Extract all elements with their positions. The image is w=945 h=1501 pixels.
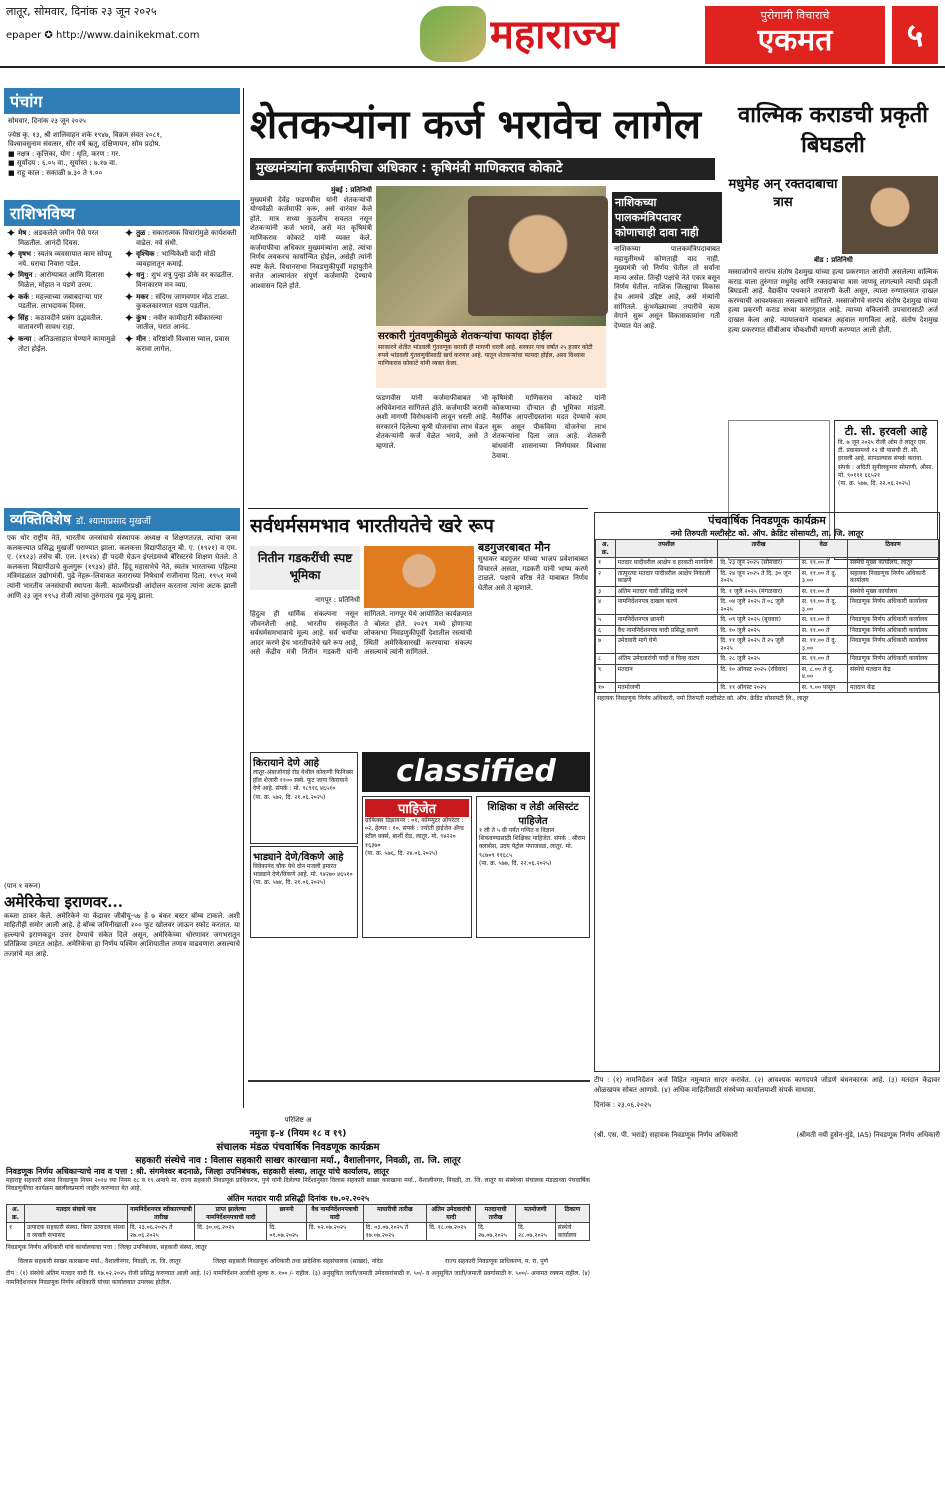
- table-cell: दि. ०३.०७.२०२५ ते १७.०७.२०२५: [363, 1223, 427, 1241]
- table-header: प्राप्त झालेल्या नामनिर्देशनपत्राची यादी: [195, 1205, 267, 1223]
- table-cell: स. ११.०० ते दु. ३.००: [799, 636, 847, 654]
- ad-ref: (पा. क्र. ५७४, दि. २१.०६.२०२५): [253, 879, 326, 887]
- nashik-box: [612, 192, 722, 492]
- walmik-body: मस्साजोगचे सरपंच संतोष देशमुख यांच्या हत्या प्रकरणात आरोपी असलेल्या वाल्मिक कराड याला तुरुंगात मधुमेह आणि रक्तदाबाचा त्रास जाणवू लागल्याने त्याची प्रकृती बिघडली आहे. वैद्यकीय पथकाने तपासणी केली असून, त्याला रुग्णालयात दाखल करण्याची आवश्यकता नसल्याचे सांगितले. मस्साजोगचे सरपंच संतोष देशमुख यांच्या हत्या प्रकरणी कराड सध्या कारागृहात आहे. त्याच्या वकिलांनी उपचारासाठी अर्ज दाखल केला आहे. न्यायालयाने याबाबत अहवाल मागविला आहे. संतोष देशमुख हत्या प्रकरणात सीबीआय चौकशीची मागणी करण्यात आली होती.: [728, 268, 938, 334]
- table-header: वेळ: [799, 540, 847, 558]
- rashi-desc: संदिग्ध जाणवणार मोठ टाळा. कुकलकारणात घडण पडतील.: [136, 292, 229, 311]
- table-cell: दि. २३.०६.२०२५ ते २७.०६.२०२५: [127, 1223, 194, 1241]
- rashi-text: मकर : संदिग्ध जाणवणार मोठ टाळा. कुकलकारणात घडण पडतील.: [136, 292, 229, 311]
- america-tag: (पान १ वरून): [4, 882, 41, 890]
- ad-title: पाहिजेत: [365, 799, 469, 817]
- sign-3: राज्य सहकारी निवडणूक प्राधिकरण, म. रा. पुणे: [445, 1258, 548, 1266]
- panchang-date: सोमवार, दिनांक २३ जून २०२५: [8, 117, 86, 125]
- table-cell: दि. २८.०७.२०२५: [516, 1223, 556, 1241]
- election-bottom-officer: निवडणूक निर्णय अधिकाऱ्याचे नाव व पत्ता : श्री. संगमेश्वर बदनाळे, जिल्हा उपनिबंधक, सहकारी संस्था, लातूर यांचे कार्यालय, लातूर: [6, 1166, 389, 1176]
- zodiac-icon: ✦: [6, 310, 17, 325]
- zodiac-icon: ✦: [124, 268, 135, 283]
- table-row: [596, 625, 939, 636]
- table-header: ठिकाण: [848, 540, 939, 558]
- rashi-text: वृश्चिक : भाग्यिकेशी वादी मोठी व्यवहारातून कमाई.: [136, 250, 216, 268]
- america-title: अमेरिकेचा इराणवर...: [4, 892, 123, 911]
- table-cell: दि. १८.०७.२०२५: [427, 1223, 476, 1241]
- table-header: ठिकाण: [555, 1205, 589, 1223]
- table-cell: स. ११.०० ते: [799, 558, 847, 569]
- table-row: [596, 664, 939, 682]
- rashi-item: [124, 289, 238, 312]
- table-cell: दि. २७.०७.२०२५: [476, 1223, 516, 1241]
- rashi-text: मीन : वरिष्ठांशी विश्वास घ्याल, प्रवास करावा लागेल.: [136, 334, 230, 353]
- table-cell: निवडणूक निर्णय अधिकारी कार्यालय: [848, 615, 939, 626]
- lost-tc-title: टी. सी. हरवली आहे: [844, 425, 928, 438]
- table-cell: दि. २३ जून २०२५ (सोमवार): [718, 558, 800, 569]
- election-right-society: नमो तिरुपती मल्टीस्टेट को. ऑप. क्रेडिट सोसायटी, ता. जि. लातूर: [670, 529, 864, 538]
- badgujar-body: सुधाकर बडगुजर यांच्या भाजप प्रवेशाबाबत विचारले असता, गडकरी यांनी भाष्य करणे टाळले. पक्षाचे वरिष्ठ नेते याबाबत निर्णय घेतील असे ते म्हणाले.: [478, 555, 588, 592]
- table-cell: ३: [596, 586, 616, 597]
- lost-tc-ref: (पा. क्र. ५७७, दि. २२.०६.२०२५): [838, 480, 911, 488]
- table-cell: उत्पादक सहकारी संस्था, बिगर उत्पादक संस्था व व्यक्ती सभासद: [24, 1223, 127, 1241]
- rashi-item: [124, 310, 238, 333]
- lead-body-1: मुख्यमंत्री देवेंद्र फडणवीस यांनी शेतकऱ्यांची योग्यवेळी कर्जमाफी करू, असे वारंवार केले होते. मात्र सध्या कुठलीच सवलत नसून शेतकऱ्यांनी कर्ज भरावे, असे मत कृषिमंत्री माणिकराव कोकाटे यांनी व्यक्त केले. कर्जमाफीचा अधिकार मुख्यमंत्र्यांना आहे. त्यांचा निर्णय लवकरच कार्यान्वित होईल, असेही त्यांनी स्पष्ट केले. विधानसभा निवडणुकीपूर्वी महायुतीने सत्तेत आल्यानंतर संपूर्ण कर्जमाफी देण्याचे आश्वासन दिले होते.: [250, 195, 372, 290]
- table-row: [596, 586, 939, 597]
- classified-ad-2: [250, 846, 358, 938]
- election-bottom-title: संचालक मंडळ पंचवार्षिक निवडणूक कार्यक्रम: [216, 1141, 380, 1153]
- rashi-text: सिंह : कठावदीने प्रसंग उद्भवतील. वातावरणी सावध राहा.: [18, 313, 103, 332]
- table-row: [596, 568, 939, 586]
- table-cell: ९: [596, 664, 616, 682]
- election-bottom-final-date: अंतिम मतदार यादी प्रसिद्धी दिनांक १७.०२.२०२५: [226, 1194, 370, 1203]
- table-cell: संस्थेचे मुख्य कार्यालय, लातूर: [848, 558, 939, 569]
- ad-body: ग्राफिक्स डिझायनर : ०१, कॉम्प्युटर ऑपरेटर : ०२, हेल्पर : १०. संपर्क : ज्योती हाईजेन ॲण्ड स्टील वर्क्स, बार्शी रोड, लातूर. मो. ९४२२० १६३७०: [365, 817, 464, 849]
- rashi-item: [124, 331, 238, 354]
- table-cell: दि. ३०.०६.२०२५: [195, 1223, 267, 1241]
- table-cell: सहायक निवडणूक निर्णय अधिकारी कार्यालय: [848, 568, 939, 586]
- zodiac-icon: ✦: [6, 226, 17, 240]
- rashi-name: मीन: [136, 334, 146, 343]
- rashi-name: सिंह: [18, 313, 29, 322]
- lead-headline: शेतकऱ्यांना कर्ज भरावेच लागेल: [250, 101, 701, 148]
- classified-banner: classified: [362, 752, 590, 792]
- table-cell: संस्थेचे मुख्य कार्यालय: [848, 586, 939, 597]
- table-cell: दि. ११ जुलै २०२५ ते २५ जुलै २०२५: [718, 636, 800, 654]
- minister-portrait: [468, 196, 608, 316]
- rashi-name: वृश्चिक: [136, 250, 155, 259]
- column-divider: [243, 88, 244, 1108]
- map-graphic: [420, 6, 486, 62]
- dateline: लातूर, सोमवार, दिनांक २३ जून २०२५: [6, 5, 157, 18]
- nashik-title: नाशिकच्या पालकमंत्रिपदावर कोणाचाही दावा नाही: [612, 192, 722, 243]
- election-bottom-society: सहकारी संस्थेचे नाव : विलास सहकारी साखर कारखाना मर्या., वैशालीनगर, निवळी, ता. जि. लातूर: [135, 1155, 461, 1166]
- zodiac-icon: ✦: [124, 310, 135, 325]
- table-cell: स. ९.०० पासून: [799, 682, 847, 693]
- masthead: [0, 0, 945, 68]
- table-cell: मतदार यादीवरील आक्षेप व हरकती मागविणे: [615, 558, 718, 569]
- table-row: [596, 682, 939, 693]
- vyakti-box: [4, 508, 240, 908]
- vyakti-subtitle: डॉ. श्यामाप्रसाद मुखर्जी: [75, 517, 151, 527]
- panchang-line: ■ राहू काल : सकाळी ७.३० ते ९.००: [8, 168, 103, 177]
- ad-ref: (पा. क्र. ५७६, दि. २४.०६.२०२५): [365, 849, 438, 857]
- accused-photo: [842, 176, 938, 254]
- table-header: अ. क्र.: [596, 540, 616, 558]
- ad-body: लातूर-अंबाजोगाई रोड येथील कोकणी फिनिक्स हॉल शेजारी ११०० स्क्वे. फूट जागा किरायाने देणे आहे. संपर्क : मो. ९८९१६ ४६५१०: [253, 769, 353, 793]
- rashi-item: [124, 226, 238, 248]
- rashi-text: वृषभ : स्वतंत्र व्यवसायात काम सोपवू नये. घराचा निवारा पडेल.: [18, 250, 112, 268]
- america-box: [4, 882, 240, 1112]
- rashi-item: [6, 289, 120, 312]
- rashi-name: मकर: [136, 292, 149, 301]
- table-cell: १: [596, 558, 616, 569]
- table-cell: दि. १० जुलै २०२५: [718, 625, 800, 636]
- table-cell: निवडणूक निर्णय अधिकारी कार्यालय: [848, 636, 939, 654]
- table-cell: दि. १० ऑगस्ट २०२५ (रविवार): [718, 664, 800, 682]
- table-cell: दि. ०२.०७.२०२५: [306, 1223, 363, 1241]
- rashi-desc: भाग्यिकेशी वादी मोठी व्यवहारातून कमाई.: [136, 250, 216, 268]
- vyakti-body: एक थोर राष्ट्रीय नेते, भारतीय जनसंघाचे संस्थापक अध्यक्ष व शिक्षणतज्ज्ञ. त्यांचा जन्म कलकत्त्यात प्रसिद्ध मुखर्जी घराण्यात झाला. कलकत्ता विद्यापीठातून बी. ए. (१९२१) व एम. ए. (१९२३) तसेच बी. एल. (१९२४) ही पदवी घेऊन इंग्लंडमध्ये बॅरिस्टरचे शिक्षण घेतले. ते कलकत्ता विद्यापीठाचे कुलगुरू (१९३४) होते. हिंदू महासभेचे नेते, स्वतंत्र भारताच्या पहिल्या मंत्रिमंडळात उद्योगमंत्री. पुढे नेहरू-लियाकत कराराच्या निषेधार्थ राजीनामा दिला. १९५१ मध्ये त्यांनी भारतीय जनसंघाची स्थापना केली. काश्मीरप्रश्नी आंदोलन करताना त्यांना अटक झाली आणि २३ जून १९५३ रोजी त्यांचा तुरुंगातच गूढ मृत्यू झाला.: [7, 534, 237, 600]
- table-header: माघारीची तारीख: [363, 1205, 427, 1223]
- brand-name: एकमत: [757, 23, 833, 58]
- zodiac-icon: ✦: [6, 289, 17, 304]
- divider: [248, 508, 588, 509]
- table-cell: संस्थेचे मतदान केंद्र: [848, 664, 939, 682]
- table-cell: निवडणूक निर्णय अधिकारी कार्यालय: [848, 654, 939, 665]
- table-cell: निवडणूक निर्णय अधिकारी कार्यालय: [848, 625, 939, 636]
- rashi-desc: आरोग्याबत आणि दिलासा मिळेल, मोहात न पडणे उत्तम.: [18, 271, 105, 289]
- table-cell: स. ८.०० ते दु. ४.००: [799, 664, 847, 682]
- classified-ad-4: [476, 796, 590, 938]
- lead-body-2: फडणवीस यांनी कर्जमाफीबाबत भी अधिवेशनात सांगितले होते. कर्जमाफी करावी अशी मागणी विरोधकांनी लावून धरली आहे. सरकारने दिलेल्या कृषी योजनांचा लाभ घेऊन शेतकऱ्यांनी कर्ज वेळेत भरावे, असे ते म्हणाले.: [376, 394, 488, 450]
- ad-title: किरायाने देणे आहे: [253, 758, 319, 769]
- table-cell: ६: [596, 625, 616, 636]
- rashi-name: मेष: [18, 229, 27, 237]
- table-cell: स. ११.०० ते: [799, 654, 847, 665]
- table-cell: २: [596, 568, 616, 586]
- table-row: [7, 1223, 590, 1241]
- epaper-link[interactable]: epaper ✪ http://www.dainikekmat.com: [6, 30, 200, 41]
- table-cell: दि. २४ जून २०२५ ते दि. ३० जून २०२५: [718, 568, 800, 586]
- table-cell: दि. ०४ जुलै २०२५ ते ०८ जुलै २०२५: [718, 597, 800, 615]
- rashi-desc: नवीन कामीदारी स्वीकारल्या जातील, घरात आनंद.: [136, 313, 223, 332]
- gadkari-side-title: नितीन गडकरींची स्पष्ट भूमिका: [250, 546, 360, 590]
- rashi-name: कुंभ: [136, 313, 147, 322]
- rashi-text: कर्क : महत्त्वाच्या जबाबदार्‍या पार पडतील. लाभदायक दिवस.: [18, 292, 103, 311]
- walmik-sub: मधुमेह अन् रक्तदाबाचा त्रास: [728, 177, 838, 210]
- table-cell: ७: [596, 636, 616, 654]
- rashi-item: [6, 331, 120, 354]
- table-cell: दि. ११ ऑगस्ट २०२५: [718, 682, 800, 693]
- rashi-item: [124, 247, 238, 269]
- table-row: [596, 636, 939, 654]
- badgujar-title: बडगुजरबाबत मौन: [478, 541, 551, 554]
- table-cell: मतमोजणी: [615, 682, 718, 693]
- election-bottom-office: निवडणूक निर्णय अधिकारी यांचे कार्यालयाचा पत्ता : जिल्हा उपनिबंधक, सहकारी संस्था, लातूर: [6, 1244, 207, 1251]
- panchang-line: ज्येष्ठ कृ. १३, श्री शालिवाहन शके १९४७, विक्रम संवत २०८१,: [8, 130, 163, 139]
- rashi-name: कर्क: [18, 292, 29, 301]
- table-cell: उमेदवारी मागे घेणे: [615, 636, 718, 654]
- table-row: [596, 597, 939, 615]
- panchang-line: विश्वावसुनाम संवत्सर, सौर वर्षे ऋतू, दक्षिणायन, सोम प्रदोष.: [8, 140, 161, 149]
- table-header: अ. क्र.: [7, 1205, 25, 1223]
- election-right-box: [594, 512, 940, 1072]
- election-bottom-intro: महाराष्ट्र सहकारी संस्था निवडणूक नियम २०१४ च्या नियम १८ व १९ अन्वये मा. राज्य सहकारी निवडणूक प्राधिकरण, पुणे यांनी दिलेल्या निर्देशानुसार विलास सहकारी साखर कारखाना मर्या., वैशालीनगर, निवळी, ता. जि. लातूर या संस्थेच्या संचालक मंडळाच्या पंचवार्षिक निवडणुकीचा कार्यक्रम खालीलप्रमाणे जाहीर करण्यात येत आहे.: [6, 1176, 590, 1192]
- table-cell: मतदान: [615, 664, 718, 682]
- table-cell: मतदान केंद्र: [848, 682, 939, 693]
- rashi-text: तुळ : सकारात्मक विचारांमुळे कार्यशक्ती वाढेल. नवे संधी.: [136, 229, 237, 247]
- zodiac-icon: ✦: [6, 331, 17, 346]
- table-cell: ५: [596, 615, 616, 626]
- zodiac-icon: ✦: [124, 226, 135, 240]
- rashi-desc: वरिष्ठांशी विश्वास घ्याल, प्रवास करावा लागेल.: [136, 334, 230, 353]
- table-header: छाननी: [267, 1205, 307, 1223]
- table-cell: दि. २८ जुलै २०२५: [718, 654, 800, 665]
- rashi-desc: कठावदीने प्रसंग उद्भवतील. वातावरणी सावध राहा.: [18, 313, 103, 332]
- ad-title: शिक्षिका व लेडी असिस्टंट पाहिजेत: [487, 802, 579, 827]
- table-row: [596, 615, 939, 626]
- rashi-item: [6, 268, 120, 290]
- lead-body-3: कृषिमंत्री माणिकराव कोकाटे यांनी कोकणाच्या दौऱ्यात ही भूमिका मांडली. नैसर्गिक आपत्तीग्रस्तांना मदत देण्याचे काम सुरू असून पीकविमा योजनेचा लाभ शेतकऱ्यांना दिला जात आहे. शेतकरी बांधवांनी शासनाच्या निर्णयावर विश्वास ठेवावा.: [492, 394, 606, 460]
- panchang-line: ■ नक्षत्र : कृत्तिका, योग : धृति, करण : गर.: [8, 149, 121, 158]
- sarvadharma-headline: सर्वधर्मसमभाव भारतीयतेचे खरे रूप: [250, 515, 494, 537]
- election-bottom-note: टीप : (१) संस्थेचे अंतिम मतदार यादी दि. १७.०२.२०२५ रोजी प्रसिद्ध करण्यात आली आहे. (२) नामनिर्देशन अर्जाची शुल्क रु. १०० /- राहील. (३) अनुसूचित जाती/जमाती उमेदवारांसाठी रु. ५०/- व अनुसूचित जाती/जमाती प्रवर्गासाठी रु. ५००/- अनामत रक्कम राहील. (४) नामनिर्देशनपत्र निवडणूक निर्णय अधिकारी यांच्या कार्यालयात उपलब्ध होतील.: [6, 1270, 590, 1286]
- ad-body: १ ली ते ५ वी पर्यंत गणित व विज्ञान शिकवण्यासाठी शिक्षिका पाहिजेत. संपर्क : श्रीराम क्लासेस, उदय पेट्रोल पंपाजवळ, लातूर. मो. ९८७०९ ११६८५: [479, 827, 586, 859]
- rashi-desc: शुभ शत्रु पुन्हा डोके वर काढतील. विनाकारण मन व्यग्र.: [136, 271, 234, 289]
- rashi-item: [124, 268, 238, 290]
- classified-ad-1: [250, 752, 358, 844]
- gadkari-photo: [364, 546, 474, 608]
- table-cell: दि. ०९ जुलै २०२५ (बुधवार): [718, 615, 800, 626]
- lost-tc-body: दि. ७ जून २०२५ रोजी ओम ते लातूर एस. टी. प्रवासामध्ये १२ वी पासची टी. सी. हरवली आहे. सापडल्यास संपर्क करावा. संपर्क : अदिती सुनीलकुमार सोमाणी, औसा. मो. ९०१११ ६६५२१: [838, 439, 934, 479]
- rashi-name: वृषभ: [18, 250, 31, 259]
- table-cell: स. ११.०० ते: [799, 615, 847, 626]
- table-cell: ८: [596, 654, 616, 665]
- sign-right: (श्रीमती नयी हुसेन-मुंडे, IAS) निवडणूक निर्णय अधिकारी: [796, 1130, 940, 1139]
- right-bottom-note: टीप : (१) नामनिर्देशन अर्ज विहित नमुन्यात सादर करावेत. (२) आवश्यक कागदपत्रे जोडणे बंधनकारक आहे. (३) मतदान केंद्रावर ओळखपत्र सोबत आणावे. (४) अधिक माहितीसाठी संस्थेच्या कार्यालयाशी संपर्क साधावा.: [594, 1076, 940, 1094]
- lead-dateline: मुंबई : प्रतिनिधी: [331, 186, 372, 194]
- table-cell: स. ११.०० ते: [799, 625, 847, 636]
- table-cell: अंतिम उमेदवारांची यादी व चिन्ह वाटप: [615, 654, 718, 665]
- spacer: [248, 1080, 590, 1082]
- lead-column-1: [250, 186, 372, 476]
- table-cell: नामनिर्देशनपत्र दाखल करणे: [615, 597, 718, 615]
- table-cell: नामनिर्देशनपत्र छाननी: [615, 615, 718, 626]
- rashi-item: [6, 247, 120, 269]
- rashi-text: कुंभ : नवीन कामीदारी स्वीकारल्या जातील, घरात आनंद.: [136, 313, 223, 332]
- right-bottom-box: [594, 1076, 940, 1406]
- page-number: ५: [892, 6, 938, 64]
- rashi-name: मिथुन: [18, 271, 33, 280]
- rashi-box: [4, 200, 240, 506]
- table-header: अंतिम उमेदवारांची यादी: [427, 1205, 476, 1223]
- lead-subhead: मुख्यमंत्र्यांना कर्जमाफीचा अधिकार : कृषिमंत्री माणिकराव कोकाटे: [250, 158, 715, 180]
- rashi-desc: अतिउत्साहात घेण्याने कामामुळे तोटा होईल.: [18, 334, 116, 353]
- table-cell: अंतिम मतदार यादी प्रसिद्ध करणे: [615, 586, 718, 597]
- america-body: कब्जा ठाकर केले. अमेरिकेने या केंद्रावर जीबीयू-५७ हे ७ बंकर बस्टर बॉम्ब टाकले. अशी माहितीही समोर आली आहे. हे बॉम्ब जमिनीखाली २०० फूट खोलवर जाऊन स्फोट करतात. या हल्ल्याचे इराणकडून उत्तर देण्याचे संकेत दिले असून, अमेरिकेच्या धोरणावर जगभरातून प्रतिक्रिया उमटत आहेत. अमेरिकेचा हा निर्णय पश्चिम आशियातील तणाव वाढवणारा असल्याचे तज्ज्ञांचे मत आहे.: [4, 911, 240, 958]
- brand-logo: [705, 6, 885, 64]
- rashi-item: [6, 226, 120, 248]
- panchang-line: ■ सूर्योदय : ६.०५ वा., सूर्यास्त : ७.१७ वा.: [8, 159, 118, 168]
- ad-title: भाड्याने देणे/विकणे आहे: [253, 852, 344, 863]
- election-bottom-table: [6, 1204, 590, 1241]
- election-bottom-tag: परिशिष्ट अ: [284, 1116, 312, 1124]
- ad-ref: (पा. क्र. ५७२, दि. २१.०६.२०२५): [253, 793, 326, 801]
- caption-title: सरकारी गुंतवणुकीमुळे शेतकऱ्यांचा फायदा होईल: [378, 331, 552, 342]
- table-cell: दि. १ जुलै २०२५ (मंगळवार): [718, 586, 800, 597]
- election-right-table: [595, 539, 939, 693]
- sign-2: जिल्हा सहकारी निवडणूक अधिकारी तथा प्रादेशिक सहसंचालक (साखर), नांदेड: [213, 1258, 383, 1266]
- vyakti-header: [4, 508, 240, 531]
- table-cell: ४: [596, 597, 616, 615]
- table-header: मतदानाची तारीख: [476, 1205, 516, 1223]
- table-cell: दि. ०१.०७.२०२५: [267, 1223, 307, 1241]
- rashi-name: कन्या: [18, 334, 32, 343]
- table-cell: वैध नामनिर्देशनपत्र यादी प्रसिद्ध करणे: [615, 625, 718, 636]
- sign-left: (श्री. एस. पी. भराडे) सहायक निवडणूक निर्णय अधिकारी: [594, 1130, 738, 1139]
- table-header: तारीख: [718, 540, 800, 558]
- table-header: मतदार संघाचे नाव: [24, 1205, 127, 1223]
- table-cell: संस्थेचे कार्यालय: [555, 1223, 589, 1241]
- table-header: मतमोजणी: [516, 1205, 556, 1223]
- rashi-text: कन्या : अतिउत्साहात घेण्याने कामामुळे तोटा होईल.: [18, 334, 116, 353]
- zodiac-icon: ✦: [6, 247, 17, 262]
- rashi-item: [6, 310, 120, 333]
- table-cell: १: [7, 1223, 25, 1241]
- classified-ad-3: [362, 796, 472, 938]
- table-cell: स. ११.०० ते दु. ३.००: [799, 597, 847, 615]
- rashi-name: तुळ: [136, 229, 146, 237]
- table-cell: स. ११.०० ते दु. ३.००: [799, 568, 847, 586]
- sarvadharma-dateline: नागपूर : प्रतिनिधी: [315, 596, 360, 604]
- table-cell: स. ११.०० ते: [799, 586, 847, 597]
- election-bottom-box: [6, 1116, 590, 1486]
- table-row: [596, 654, 939, 665]
- zodiac-icon: ✦: [124, 331, 135, 346]
- caption-body: सरकारने शेतीत भांडवली गुंतवणूक करावी ही मागणी धरली आहे. सरकार पाच वर्षांत २५ हजार कोटी रुपये भांडवली गुंतवणुकीसाठी खर्च करणार आहे. यातून शेतकऱ्यांचा फायदा होईल, असा विश्वास माणिकराव कोकाटे यांनी व्यक्त केला.: [378, 344, 593, 368]
- rashi-desc: स्वतंत्र व्यवसायात काम सोपवू नये. घराचा निवारा पडेल.: [18, 250, 112, 268]
- walmik-headline: वाल्मिक कराडची प्रकृती बिघडली: [737, 102, 929, 158]
- vyakti-title: व्यक्तिविशेष: [10, 512, 72, 528]
- table-header: तपशील: [615, 540, 718, 558]
- tagline: पुरोगामी विचाराचे: [760, 9, 830, 22]
- rashi-desc: महत्त्वाच्या जबाबदार्‍या पार पडतील. लाभदायक दिवस.: [18, 292, 103, 311]
- caption-box: [376, 326, 606, 388]
- table-header: वैध नामनिर्देशनपत्राची यादी: [306, 1205, 363, 1223]
- panchang-title: पंचांग: [4, 88, 240, 114]
- rashi-text: धनु : शुभ शत्रु पुन्हा डोके वर काढतील. विनाकारण मन व्यग्र.: [136, 271, 234, 289]
- walmik-dateline: बीड : प्रतिनिधी: [814, 256, 853, 264]
- election-right-title: पंचवार्षिक निवडणूक कार्यक्रम: [708, 514, 826, 527]
- zodiac-icon: ✦: [124, 289, 135, 304]
- election-right-footer: सहायक निवडणूक निर्णय अधिकारी, नमो तिरुपती मल्टीस्टेट को. ऑप. क्रेडिट सोसायटी लि., लातूर: [597, 695, 809, 702]
- right-bottom-date: दिनांक : २३.०६.२०२५: [594, 1101, 651, 1110]
- table-row: [596, 558, 939, 569]
- rashi-title: राशिभविष्य: [4, 200, 240, 226]
- sign-1: विलास सहकारी साखर कारखाना मर्या., वैशालीनगर, निवळी, ता. जि. लातूर: [18, 1258, 181, 1266]
- zodiac-icon: ✦: [124, 247, 135, 262]
- rashi-grid: [4, 226, 240, 357]
- section-title: महाराज्य: [490, 11, 619, 58]
- rashi-text: मेष : अडकलेले जमीन पैसे परत मिळतील. आनंदी दिवस.: [18, 229, 99, 247]
- table-cell: निवडणूक निर्णय अधिकारी कार्यालय: [848, 597, 939, 615]
- rashi-name: धनु: [136, 271, 145, 280]
- election-bottom-form: नमुना इ–४ (नियम १८ व १९): [249, 1128, 347, 1139]
- nashik-body: नाशिकच्या पालकमंत्रिपदाबाबत महायुतीमध्ये कोणताही वाद नाही. मुख्यमंत्री जो निर्णय घेतील तो सर्वांना मान्य असेल. तिन्ही पक्षांचे नेते एकत्र बसून निर्णय घेतील. नाशिक जिल्ह्याचा विकास हेच आमचे उद्दिष्ट आहे, असे मंत्र्यांनी सांगितले. कुंभमेळ्याच्या तयारीचे काम वेगाने सुरू असून विकासकामांना गती देण्यात येत आहे.: [614, 245, 720, 330]
- zodiac-icon: ✦: [6, 268, 17, 283]
- rashi-desc: सकारात्मक विचारांमुळे कार्यशक्ती वाढेल. नवे संधी.: [136, 229, 237, 247]
- panchang-body: [4, 114, 240, 182]
- sarvadharma-body: हिंदुत्व ही धार्मिक संकल्पना नसून जीवनशैली आहे. भारतीय संस्कृतीत सर्वधर्मसमभावाचे मूल्य आहे. सर्व धर्मांचा आदर करणे हेच भारतीयतेचे खरे रूप आहे, असे केंद्रीय मंत्री नितीन गडकरी यांनी सांगितले. नागपूर येथे आयोजित कार्यक्रमात ते बोलत होते. २०२९ मध्ये होणाऱ्या लोकसभा निवडणुकीपूर्वी देशातील रस्त्यांची स्थिती अमेरिकेसारखी करण्याचा संकल्प असल्याचे त्यांनी सांगितले.: [250, 610, 472, 657]
- table-cell: तात्पुरत्या मतदार यादीवरील आक्षेप निकाली काढणे: [615, 568, 718, 586]
- rashi-text: मिथुन : आरोग्याबत आणि दिलासा मिळेल, मोहात न पडणे उत्तम.: [18, 271, 105, 289]
- ad-ref: (पा. क्र. ५७७, दि. २२.०६.२०२५): [479, 859, 552, 867]
- ad-body: विवेकानंद चौक येथे दोन मजली इमारत भाड्याने देणे/विकणे आहे. मो. ९४२७० ४६५१०: [253, 863, 353, 879]
- rashi-desc: अडकलेले जमीन पैसे परत मिळतील. आनंदी दिवस.: [18, 229, 99, 247]
- table-header: नामनिर्देशनपत्र स्वीकारण्याची तारीख: [127, 1205, 194, 1223]
- table-cell: १०: [596, 682, 616, 693]
- badgujar-box: [478, 540, 588, 750]
